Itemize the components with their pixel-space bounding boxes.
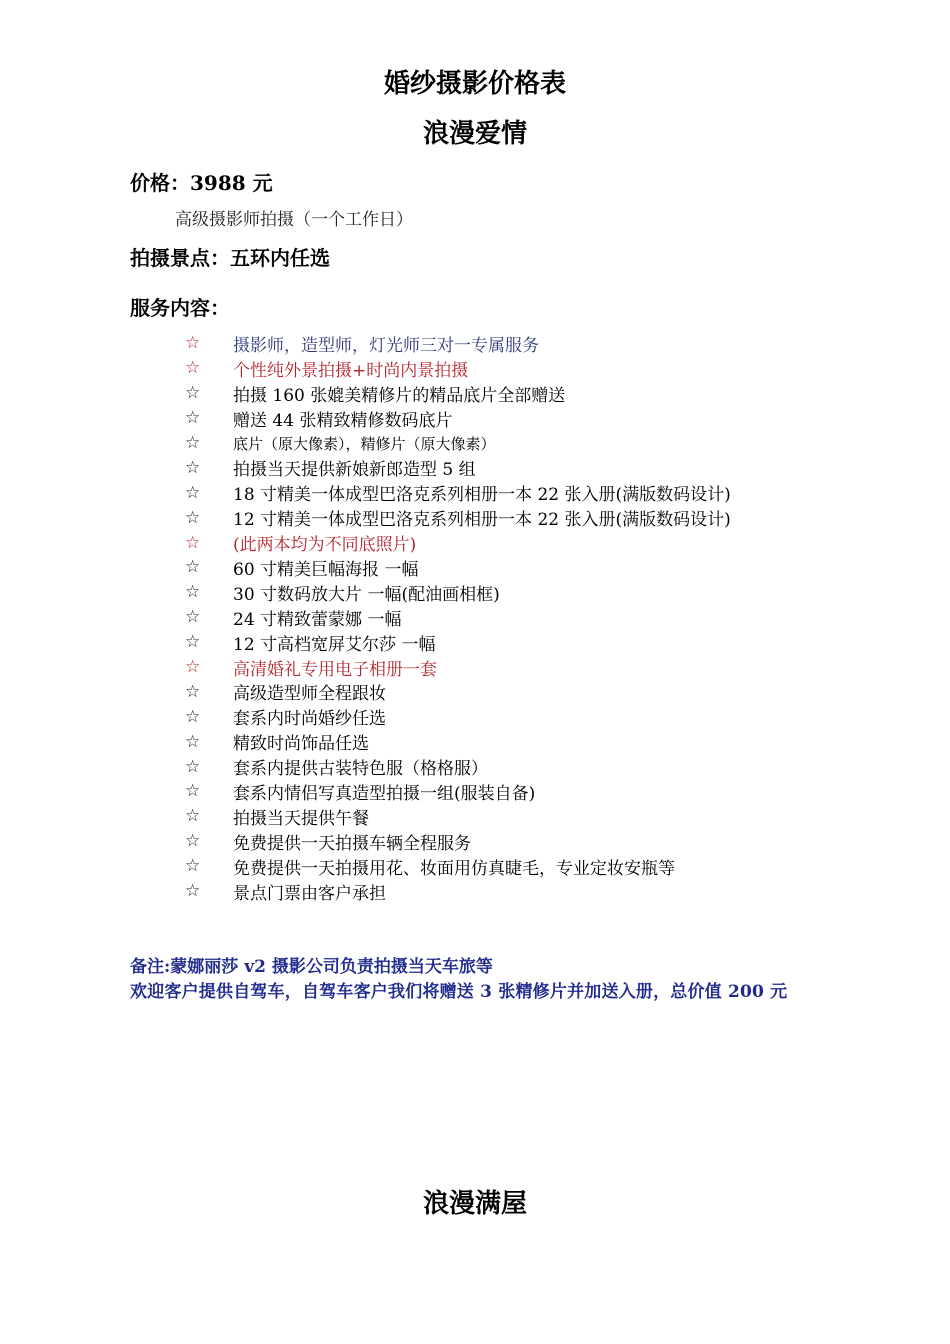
services-heading: 服务内容： <box>130 296 230 320</box>
service-text: 高清婚礼专用电子相册一套 <box>233 659 437 680</box>
list-item <box>185 555 731 580</box>
remark-note: 备注:蒙娜丽莎 v2 摄影公司负责拍摄当天车旅等 <box>130 957 493 977</box>
list-item <box>185 779 731 804</box>
package-title-romantic-house: 浪漫满屋 <box>422 1189 527 1219</box>
list-item <box>185 854 731 879</box>
star-icon: ☆ <box>185 632 201 653</box>
list-item <box>185 655 731 680</box>
list-item <box>185 356 731 381</box>
service-text: 拍摄当天提供新娘新郎造型 5 组 <box>233 460 476 481</box>
star-icon: ☆ <box>185 856 201 877</box>
list-item <box>185 406 731 431</box>
package-title-romantic-love: 浪漫爱情 <box>422 119 527 149</box>
service-text: 30 寸数码放大片 一幅(配油画相框) <box>233 584 500 605</box>
list-item <box>185 381 731 406</box>
star-icon: ☆ <box>185 457 201 478</box>
list-item <box>185 530 731 555</box>
service-text: 套系内时尚婚纱任选 <box>233 709 386 730</box>
list-item <box>185 729 731 754</box>
service-text: 12 寸精美一体成型巴洛克系列相册一本 22 张入册(满版数码设计) <box>233 510 731 531</box>
star-icon: ☆ <box>185 806 201 827</box>
list-item <box>185 505 731 530</box>
list-item <box>185 630 731 655</box>
list-item <box>185 605 731 630</box>
list-item <box>185 431 731 456</box>
star-icon: ☆ <box>185 333 201 354</box>
list-item <box>185 754 731 779</box>
service-text: 18 寸精美一体成型巴洛克系列相册一本 22 张入册(满版数码设计) <box>233 485 731 506</box>
star-icon: ☆ <box>185 781 201 802</box>
list-item <box>185 804 731 829</box>
star-icon: ☆ <box>185 433 201 453</box>
service-text: (此两本均为不同底照片) <box>233 535 417 556</box>
list-item <box>185 580 731 605</box>
list-item <box>185 879 731 904</box>
service-text: 24 寸精致蕾蒙娜 一幅 <box>233 609 402 630</box>
star-icon: ☆ <box>185 482 201 503</box>
service-text: 套系内提供古装特色服（格格服） <box>233 759 488 780</box>
service-text: 高级造型师全程跟妆 <box>233 684 386 705</box>
star-icon: ☆ <box>185 532 201 553</box>
service-text: 拍摄 160 张媲美精修片的精品底片全部赠送 <box>233 385 566 406</box>
star-icon: ☆ <box>185 408 201 429</box>
star-icon: ☆ <box>185 681 201 702</box>
document-title: 婚纱摄影价格表 <box>383 69 566 99</box>
service-list <box>185 331 731 903</box>
service-text: 摄影师，造型师，灯光师三对一专属服务 <box>233 335 539 356</box>
star-icon: ☆ <box>185 557 201 578</box>
list-item <box>185 331 731 356</box>
service-text: 拍摄当天提供午餐 <box>233 808 369 829</box>
star-icon: ☆ <box>185 881 201 902</box>
service-text: 景点门票由客户承担 <box>233 883 386 904</box>
star-icon: ☆ <box>185 756 201 777</box>
service-text: 赠送 44 张精致精修数码底片 <box>233 410 453 431</box>
photographer-line: 高级摄影师拍摄（一个工作日） <box>175 210 413 230</box>
star-icon: ☆ <box>185 706 201 727</box>
service-text: 免费提供一天拍摄车辆全程服务 <box>233 833 471 854</box>
service-text: 底片（原大像素），精修片（原大像素） <box>233 434 496 453</box>
service-text: 个性纯外景拍摄+时尚内景拍摄 <box>233 360 469 381</box>
service-text: 套系内情侣写真造型拍摄一组(服装自备) <box>233 783 536 804</box>
list-item <box>185 480 731 505</box>
service-text: 12 寸高档宽屏艾尔莎 一幅 <box>233 634 436 655</box>
star-icon: ☆ <box>185 582 201 603</box>
star-icon: ☆ <box>185 657 201 678</box>
star-icon: ☆ <box>185 831 201 852</box>
self-drive-note: 欢迎客户提供自驾车，自驾车客户我们将赠送 3 张精修片并加送入册，总价值 200 元 <box>130 982 788 1002</box>
service-text: 免费提供一天拍摄用花、妆面用仿真睫毛，专业定妆安瓶等 <box>233 858 675 879</box>
star-icon: ☆ <box>185 607 201 628</box>
list-item <box>185 679 731 704</box>
price-line: 价格：3988 元 <box>130 171 273 195</box>
list-item <box>185 829 731 854</box>
list-item <box>185 704 731 729</box>
list-item <box>185 455 731 480</box>
service-text: 精致时尚饰品任选 <box>233 734 369 755</box>
star-icon: ☆ <box>185 358 201 379</box>
star-icon: ☆ <box>185 731 201 752</box>
service-text: 60 寸精美巨幅海报 一幅 <box>233 559 419 580</box>
star-icon: ☆ <box>185 507 201 528</box>
location-line: 拍摄景点：五环内任选 <box>130 246 330 270</box>
star-icon: ☆ <box>185 383 201 404</box>
